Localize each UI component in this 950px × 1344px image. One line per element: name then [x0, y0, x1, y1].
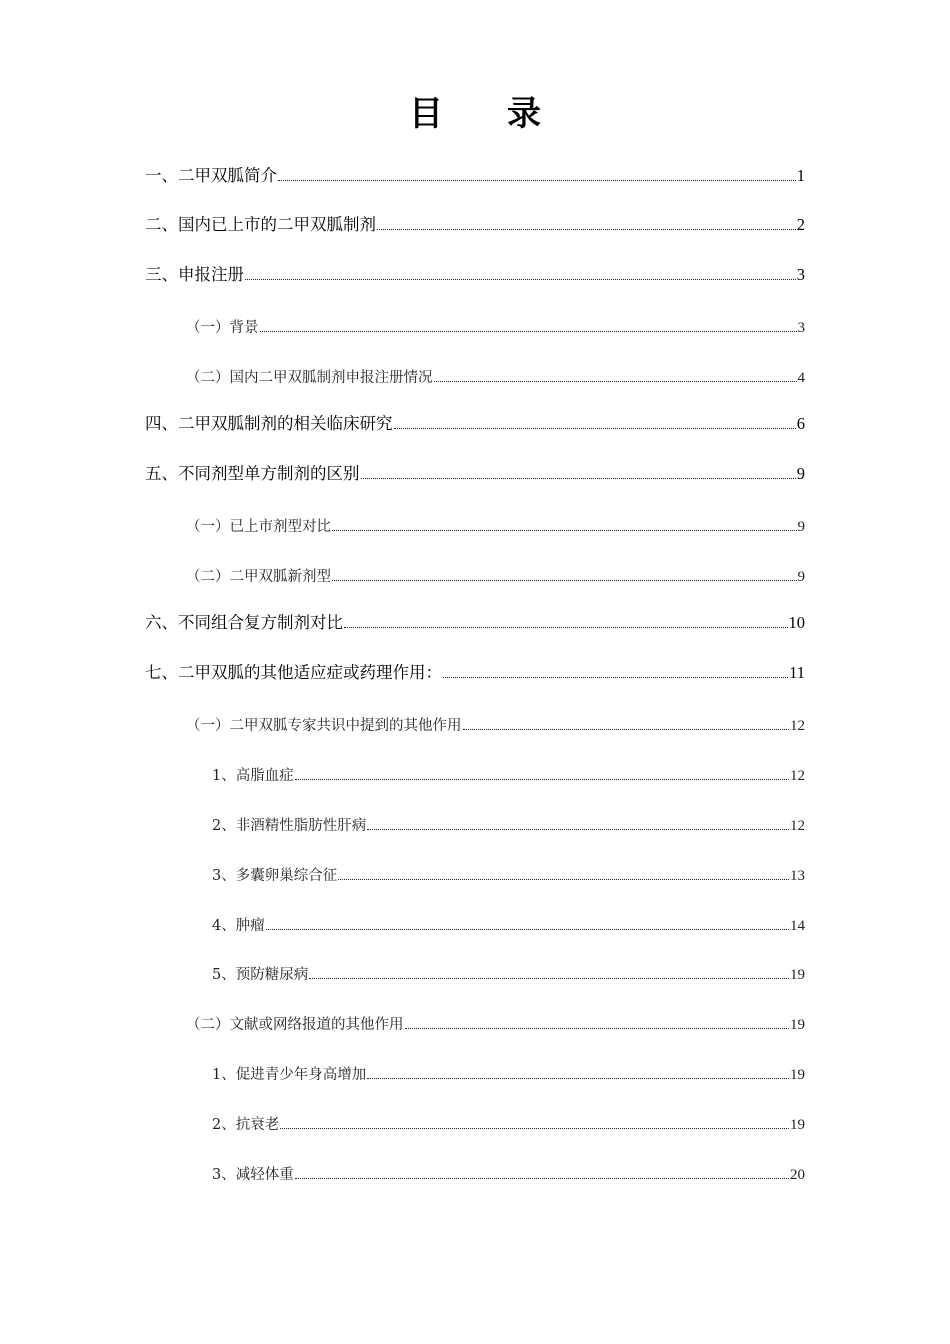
toc-entry-label: 4、肿瘤	[212, 918, 265, 934]
toc-leader	[361, 478, 796, 479]
toc-entry[interactable]	[212, 811, 805, 835]
toc-entry-page: 12	[790, 818, 805, 834]
toc-leader	[367, 1078, 789, 1079]
toc-entry[interactable]	[212, 1110, 805, 1134]
toc-entry-page: 10	[788, 613, 805, 632]
toc-entry[interactable]	[145, 659, 805, 683]
toc-entry-label: 七、二甲双胍的其他适应症或药理作用：	[145, 663, 442, 682]
toc-leader	[377, 229, 796, 230]
toc-entry[interactable]	[145, 261, 805, 285]
toc-entry-page: 20	[790, 1167, 805, 1183]
toc-leader	[266, 929, 789, 930]
toc-leader	[332, 580, 797, 581]
toc-entry-label: 3、减轻体重	[212, 1167, 294, 1183]
toc-leader	[443, 677, 788, 678]
toc-entry-label: （一）二甲双胍专家共识中提到的其他作用	[186, 718, 462, 734]
toc-leader	[295, 779, 789, 780]
toc-title-char-1: 目	[409, 94, 443, 134]
toc-entry[interactable]	[212, 911, 805, 935]
toc-leader	[394, 428, 796, 429]
toc-leader	[338, 879, 789, 880]
toc-leader	[434, 381, 797, 382]
toc-entry-label: （二）文献或网络报道的其他作用	[186, 1017, 404, 1033]
toc-entry[interactable]	[145, 460, 805, 484]
toc-entry-page: 2	[796, 215, 805, 234]
toc-entry-label: （一）背景	[186, 320, 259, 336]
toc-entry-page: 19	[790, 1117, 805, 1133]
toc-title-char-2: 录	[507, 94, 541, 134]
toc-entry[interactable]	[186, 512, 805, 536]
toc-entry[interactable]	[186, 313, 805, 337]
toc-entry-label: 2、抗衰老	[212, 1117, 280, 1133]
toc-entry-label: 六、不同组合复方制剂对比	[145, 613, 343, 632]
toc-entry[interactable]	[186, 711, 805, 735]
toc-entry-page: 12	[790, 718, 805, 734]
toc-entry[interactable]	[186, 1010, 805, 1034]
toc-entry-label: 5、预防糖尿病	[212, 967, 309, 983]
toc-entry-label: 二、国内已上市的二甲双胍制剂	[145, 215, 376, 234]
toc-entry-label: 五、不同剂型单方制剂的区别	[145, 464, 360, 483]
toc-entry-label: （二）国内二甲双胍制剂申报注册情况	[186, 370, 433, 386]
toc-entry-page: 4	[797, 370, 805, 386]
toc-entry[interactable]	[186, 363, 805, 387]
toc-entry[interactable]	[145, 410, 805, 434]
toc-entry-page: 13	[790, 868, 805, 884]
toc-leader	[332, 530, 797, 531]
toc-entry-page: 12	[790, 768, 805, 784]
toc-leader	[344, 627, 788, 628]
toc-entry-label: 一、二甲双胍简介	[145, 166, 277, 185]
toc-leader	[405, 1028, 790, 1029]
toc-entry-label: （一）已上市剂型对比	[186, 519, 331, 535]
toc-leader	[295, 1178, 789, 1179]
toc-entry-page: 3	[797, 320, 805, 336]
toc-entry-page: 6	[796, 414, 805, 433]
toc-entry-page: 1	[796, 166, 805, 185]
toc-entry-label: 1、高脂血症	[212, 768, 294, 784]
toc-leader	[245, 279, 796, 280]
toc-entry-page: 3	[796, 265, 805, 284]
toc-entry-page: 11	[789, 663, 805, 682]
toc-entry[interactable]	[186, 562, 805, 586]
toc-entry[interactable]	[145, 162, 805, 186]
toc-entry[interactable]	[145, 609, 805, 633]
toc-entry[interactable]	[212, 1160, 805, 1184]
toc-entry-page: 9	[797, 519, 805, 535]
toc-entry-page: 19	[790, 1067, 805, 1083]
toc-entry-page: 9	[797, 569, 805, 585]
toc-entry[interactable]	[212, 761, 805, 785]
toc-entry[interactable]	[212, 960, 805, 984]
toc-entry-label: 三、申报注册	[145, 265, 244, 284]
toc-entry-page: 9	[796, 464, 805, 483]
toc-entry[interactable]	[145, 211, 805, 235]
toc-entry-label: 2、非酒精性脂肪性肝病	[212, 818, 367, 834]
toc-entry-label: （二）二甲双胍新剂型	[186, 569, 331, 585]
toc-entry-page: 19	[790, 967, 805, 983]
toc-leader	[463, 729, 790, 730]
toc-entry-page: 19	[790, 1017, 805, 1033]
toc-leader	[260, 331, 797, 332]
toc-entry-label: 1、促进青少年身高增加	[212, 1067, 367, 1083]
toc-entry[interactable]	[212, 861, 805, 885]
toc-leader	[367, 829, 789, 830]
toc-entry-label: 四、二甲双胍制剂的相关临床研究	[145, 414, 393, 433]
toc-leader	[278, 180, 796, 181]
toc-entry-label: 3、多囊卵巢综合征	[212, 868, 338, 884]
toc-entry[interactable]	[212, 1060, 805, 1084]
toc-leader	[280, 1128, 789, 1129]
toc-leader	[309, 978, 789, 979]
toc-entry-page: 14	[790, 918, 805, 934]
